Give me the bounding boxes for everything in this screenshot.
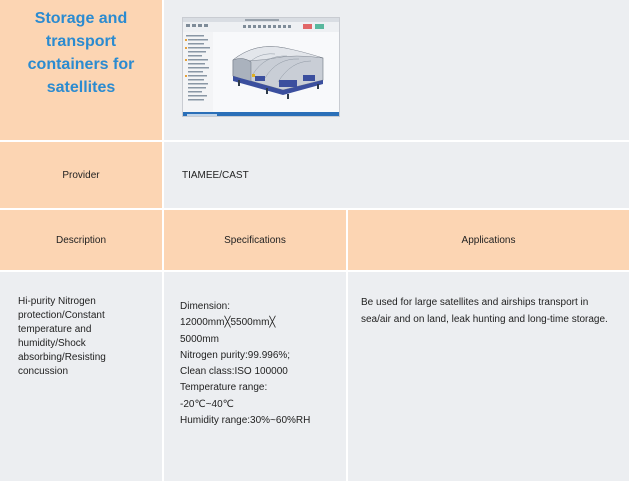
applications-cell <box>348 272 629 481</box>
applications-header-cell <box>348 210 629 270</box>
spec-temp-label: Temperature range: <box>180 382 268 394</box>
provider-label: Provider <box>62 169 100 181</box>
title-cell <box>0 0 162 140</box>
page-title: Storage and transport containers for satellites <box>27 10 135 96</box>
specifications-cell <box>164 272 346 481</box>
spec-dimension-line1: 12000mm╳5500mm╳ <box>180 317 276 329</box>
description-text: Hi-purity Nitrogen protection/Constant temperature and humidity/Shock absorbing/Resisting concussion <box>18 296 106 377</box>
specifications-header: Specifications <box>224 234 286 246</box>
description-header-cell <box>0 210 162 270</box>
provider-label-cell <box>0 142 162 208</box>
description-header: Description <box>55 234 107 246</box>
spec-clean-class: Clean class:ISO 100000 <box>180 366 288 378</box>
applications-header: Applications <box>461 234 516 246</box>
spec-nitrogen: Nitrogen purity:99.996%; <box>180 349 291 361</box>
spec-dimension-label: Dimension: <box>180 301 231 312</box>
provider-value-cell <box>164 142 629 208</box>
spec-dimension-line2: 5000mm <box>180 333 219 345</box>
provider-value: TIAMEE/CAST <box>182 169 249 181</box>
spec-temp-value: -20℃~40℃ <box>180 398 234 410</box>
cad-screenshot-drawing <box>183 18 340 117</box>
cad-screenshot-image <box>182 17 340 117</box>
description-cell <box>0 272 162 481</box>
applications-text: Be used for large satellites and airships transport in sea/air and on land, leak hunting and long-time storage. <box>361 297 608 325</box>
spec-humidity: Humidity range:30%~60%RH <box>180 415 311 427</box>
specifications-header-cell <box>164 210 346 270</box>
